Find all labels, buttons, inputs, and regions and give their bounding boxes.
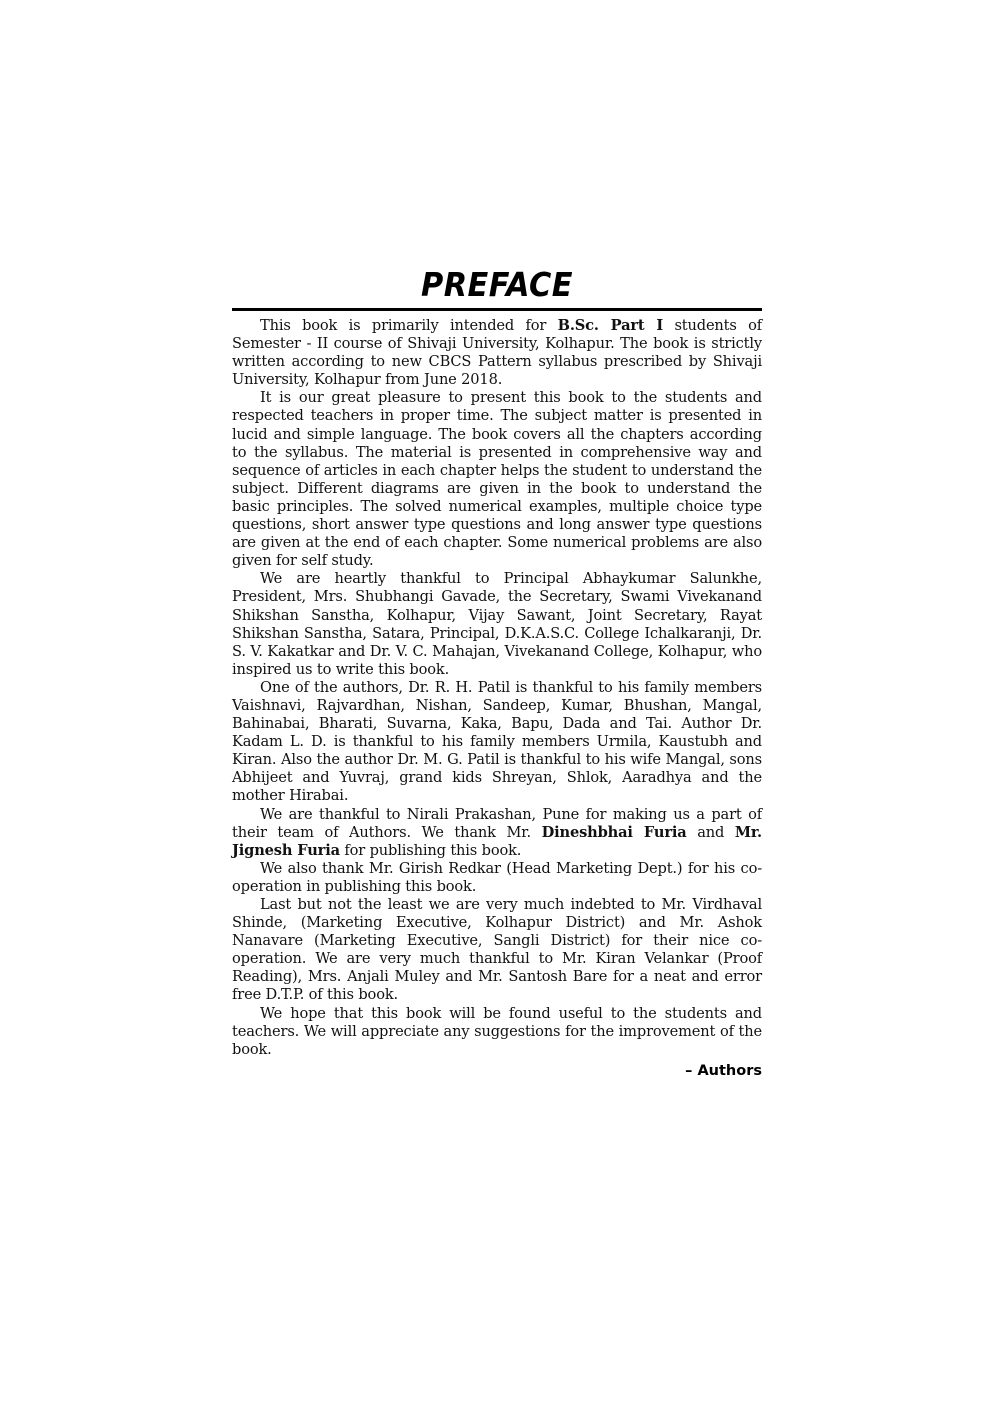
publisher-name-1: Dineshbhai Furia	[541, 823, 687, 841]
paragraph-acknowledgement-institutions: We are heartly thankful to Principal Abhaykumar Salunkhe, President, Mrs. Shubhangi Gavade, the Secretary, Swami Vivekanand Shikshan Sanstha, Kolhapur, Vijay Sawant, Joint Secretary, Rayat Shikshan Sanstha, Satara, Principal, D.K.A.S.C. College Ichalkaranji, Dr. S. V. Kakatkar and Dr. V. C. Mahajan, Vivekanand College, Kolhapur, who inspired us to write this book.	[232, 570, 762, 678]
paragraph-acknowledgement-marketing: We also thank Mr. Girish Redkar (Head Marketing Dept.) for his co-operation in publishing this book.	[232, 859, 762, 895]
paragraph-content: It is our great pleasure to present this book to the students and respected teachers in proper time. The subject matter is presented in lucid and simple language. The book covers all the chapters according to the syllabus. The material is presented in comprehensive way and sequence of articles in each chapter helps the student to understand the subject. Different diagrams are given in the book to understand the basic principles. The solved numerical examples, multiple choice type questions, short answer type questions and long answer type questions are given at the end of each chapter. Some numerical problems are also given for self study.	[232, 389, 762, 570]
paragraph-acknowledgement-family: One of the authors, Dr. R. H. Patil is thankful to his family members Vaishnavi, Rajvardhan, Nishan, Sandeep, Kumar, Bhushan, Mangal, Bahinabai, Bharati, Suvarna, Kaka, Bapu, Dada and Tai. Author Dr. Kadam L. D. is thankful to his family members Urmila, Kaustubh and Kiran. Also the author Dr. M. G. Patil is thankful to his wife Mangal, sons Abhijeet and Yuvraj, grand kids Shreyan, Shlok, Aaradhya and the mother Hirabai.	[232, 678, 762, 805]
preface-body	[232, 317, 762, 1059]
paragraph-acknowledgement-staff: Last but not the least we are very much indebted to Mr. Virdhaval Shinde, (Marketing Executive, Kolhapur District) and Mr. Ashok Nanavare (Marketing Executive, Sangli District) for their nice co-operation. We are very much thankful to Mr. Kiran Velankar (Proof Reading), Mrs. Anjali Muley and Mr. Santosh Bare for a neat and error free D.T.P. of this book.	[232, 896, 762, 1004]
paragraph-acknowledgement-publisher: We are thankful to Nirali Prakashan, Pune for making us a part of their team of Authors. We thank Mr. Dineshbhai Furia and Mr. Jignesh Furia for publishing this book.	[232, 805, 762, 859]
paragraph-intro: This book is primarily intended for B.Sc. Part I students of Semester - II course of Shivaji University, Kolhapur. The book is strictly written according to new CBCS Pattern syllabus prescribed by Shivaji University, Kolhapur from June 2018.	[232, 317, 763, 389]
authors-signature: – Authors	[685, 1062, 762, 1079]
preface-page	[232, 262, 762, 1079]
publisher-name-2: Mr. Jignesh Furia	[232, 823, 762, 859]
paragraph-closing: We hope that this book will be found useful to the students and teachers. We will appreciate any suggestions for the improvement of the book.	[232, 1004, 762, 1058]
course-name: B.Sc. Part I	[557, 317, 664, 334]
title-divider	[232, 308, 762, 311]
page-title: PREFACE	[420, 265, 574, 304]
